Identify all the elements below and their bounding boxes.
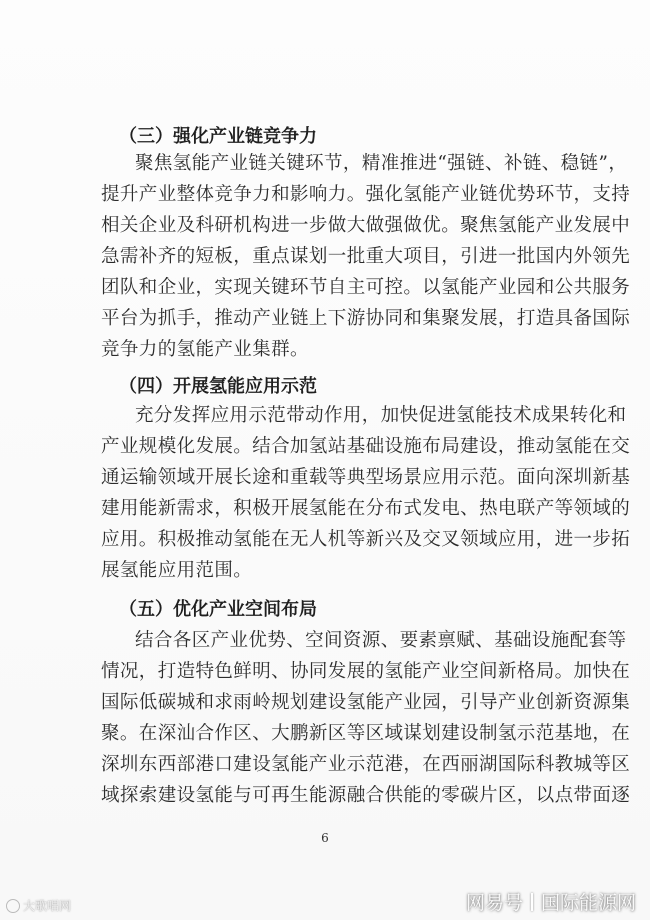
paragraph-line: 急需补齐的短板，重点谋划一批重大项目，引进一批国内外领先 [101,246,631,267]
paragraph-line: 相关企业及科研机构进一步做大做强做优。聚焦氢能产业发展中 [101,215,631,236]
section-heading-3: （三）强化产业链竞争力 [119,126,317,147]
paragraph-line: 应用。积极推动氢能在无人机等新兴及交叉领域应用，进一步拓 [101,529,631,550]
paragraph-line: 国际低碳城和求雨岭规划建设氢能产业园，引导产业创新资源集 [101,692,631,713]
section-body-3 [101,153,631,363]
section-heading-5: （五）优化产业空间布局 [119,599,317,620]
paragraph-line: 结合各区产业优势、空间资源、要素禀赋、基础设施配套等 [135,630,627,651]
section-body-4 [101,405,631,585]
watermark-divider [531,893,533,911]
paragraph-line: 域探索建设氢能与可再生能源融合供能的零碳片区，以点带面逐 [101,785,631,806]
paragraph-line: 充分发挥应用示范带动作用，加快促进氢能技术成果转化和 [135,405,627,426]
paragraph-line: 通运输领域开展长途和重载等典型场景应用示范。面向深圳新基 [101,467,631,488]
paragraph-line: 情况，打造特色鲜明、协同发展的氢能产业空间新格局。加快在 [101,661,631,682]
paragraph-line: 产业规模化发展。结合加氢站基础设施布局建设，推动氢能在交 [101,436,631,457]
section-heading-4: （四）开展氢能应用示范 [119,376,317,397]
watermark-left [6,897,71,914]
paragraph-line: 平台为抓手，推动产业链上下游协同和集聚发展，打造具备国际 [101,308,631,329]
section-body-5 [101,630,631,820]
watermark-brand-text: 国际能源网 [540,892,636,914]
watermark-logo-icon [6,899,20,913]
paragraph-line: 竞争力的氢能产业集群。 [101,339,309,360]
paragraph-line: 提升产业整体竞争力和影响力。强化氢能产业链优势环节，支持 [101,184,631,205]
paragraph-line: 深圳东西部港口建设氢能产业示范港，在西丽湖国际科教城等区 [101,754,631,775]
watermark-source-text: 网易号 [465,892,523,914]
watermark-left-text: 大歌唱网 [23,899,72,913]
watermark-right [466,888,636,915]
paragraph-line: 团队和企业，实现关键环节自主可控。以氢能产业园和公共服务 [101,277,631,298]
paragraph-line: 建用能新需求，积极开展氢能在分布式发电、热电联产等领域的 [101,498,631,519]
paragraph-line: 展氢能应用范围。 [101,560,253,581]
paragraph-line: 聚。在深汕合作区、大鹏新区等区域谋划建设制氢示范基地，在 [101,723,631,744]
paragraph-line: 聚焦氢能产业链关键环节，精准推进“强链、补链、稳链”， [135,153,628,174]
page-number: 6 [321,831,329,845]
